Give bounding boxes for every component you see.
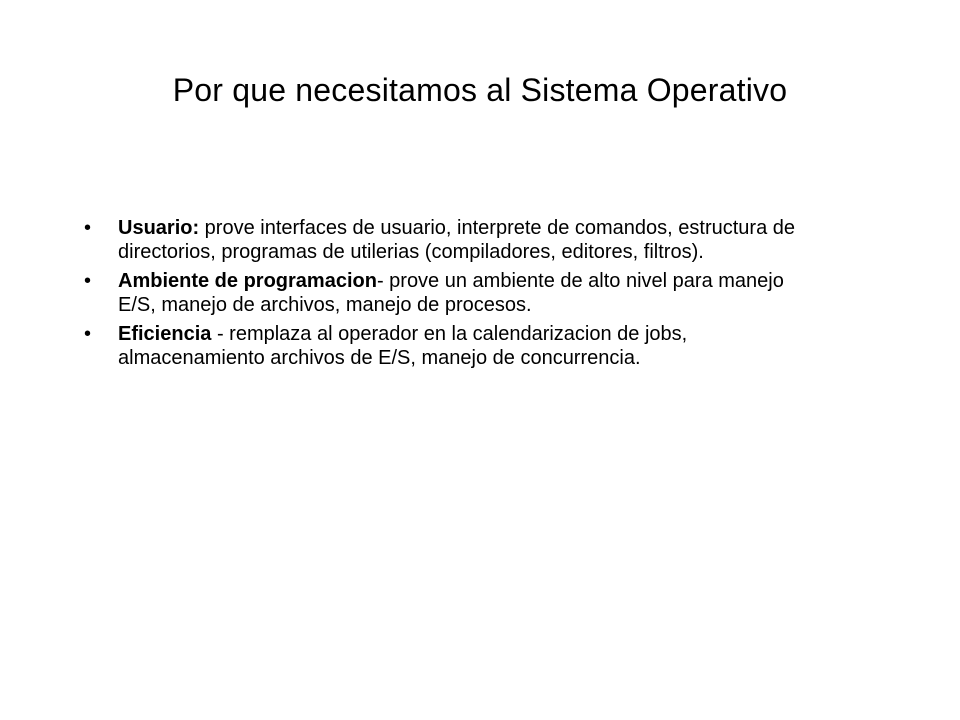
bullet-term: Usuario: bbox=[118, 217, 200, 239]
slide-title: Por que necesitamos al Sistema Operativo bbox=[172, 72, 788, 108]
bullet-description: - prove un ambiente de alto nivel para manejo E/S, manejo de archivos, manejo de procesos. bbox=[118, 270, 784, 316]
bullet-content bbox=[118, 322, 804, 370]
bullet-description: prove interfaces de usuario, interprete de comandos, estructura de directorios, programas de utilerias (compiladores, editores, filtros). bbox=[118, 217, 796, 263]
bullet-list bbox=[84, 216, 804, 375]
bullet-content bbox=[118, 216, 804, 264]
bullet-item-usuario bbox=[84, 216, 804, 264]
bullet-description: - remplaza al operador en la calendarizacion de jobs, almacenamiento archivos de E/S, manejo de concurrencia. bbox=[118, 323, 688, 369]
bullet-icon: • bbox=[84, 217, 92, 239]
bullet-term: Eficiencia bbox=[118, 323, 212, 345]
bullet-content bbox=[118, 269, 804, 317]
bullet-icon: • bbox=[84, 270, 92, 292]
bullet-term: Ambiente de programacion bbox=[118, 270, 377, 292]
bullet-icon: • bbox=[84, 323, 92, 345]
bullet-item-eficiencia bbox=[84, 322, 804, 370]
bullet-item-ambiente bbox=[84, 269, 804, 317]
